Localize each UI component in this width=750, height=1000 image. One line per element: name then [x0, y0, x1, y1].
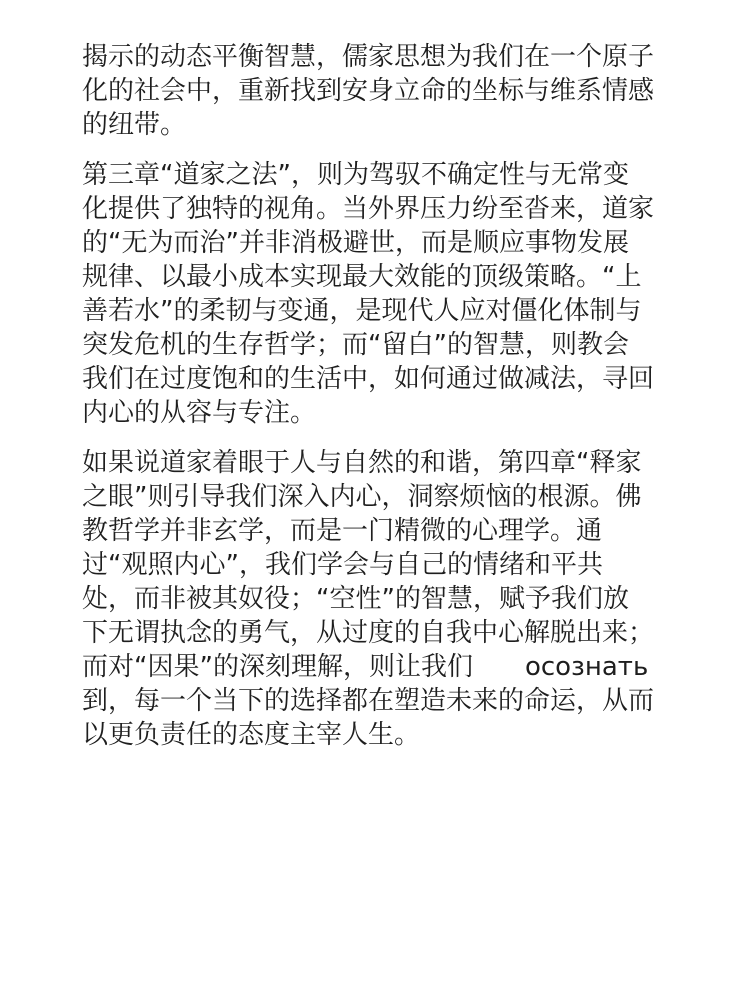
text-line: 善若水”的柔韧与变通，是现代人应对僵化体制与: [82, 296, 642, 326]
text-line: 之眼”则引导我们深入内心，洞察烦恼的根源。佛: [82, 482, 642, 512]
text-line: 揭示的动态平衡智慧，儒家思想为我们在一个原子: [82, 42, 655, 72]
text-line: 内心的从容与专注。: [82, 398, 317, 428]
text-line: 突发危机的生存哲学；而“留白”的智慧，则教会: [82, 330, 629, 360]
text-line: 过“观照内心”，我们学会与自己的情绪和平共: [82, 550, 603, 580]
text-line: 到，每一个当下的选择都在塑造未来的命运，从而: [82, 686, 655, 716]
paragraph-2: [82, 158, 672, 430]
text-line: 规律、以最小成本实现最大效能的顶级策略。“上: [82, 262, 642, 292]
paragraph-1: [82, 40, 672, 142]
text-line: 我们在过度饱和的生活中，如何通过做减法，寻回: [82, 364, 655, 394]
text-line: 的纽带。: [82, 110, 187, 140]
text-line: 第三章“道家之法”，则为驾驭不确定性与无常变: [82, 160, 629, 190]
text-line: 下无谓执念的勇气，从过度的自我中心解脱出来；: [82, 618, 655, 648]
text-line: 如果说道家着眼于人与自然的和谐，第四章“释家: [82, 448, 642, 478]
document-page: [82, 40, 672, 768]
text-line: 以更负责任的态度主宰人生。: [82, 720, 421, 750]
text-line: 而对“因果”的深刻理解，则让我们 осознать: [82, 652, 649, 682]
text-line: 的“无为而治”并非消极避世，而是顺应事物发展: [82, 228, 629, 258]
text-line: 教哲学并非玄学，而是一门精微的心理学。通: [82, 516, 603, 546]
text-line: 化提供了独特的视角。当外界压力纷至沓来，道家: [82, 194, 655, 224]
text-line: 处，而非被其奴役；“空性”的智慧，赋予我们放: [82, 584, 629, 614]
paragraph-3: [82, 446, 672, 752]
text-line: 化的社会中，重新找到安身立命的坐标与维系情感: [82, 76, 655, 106]
